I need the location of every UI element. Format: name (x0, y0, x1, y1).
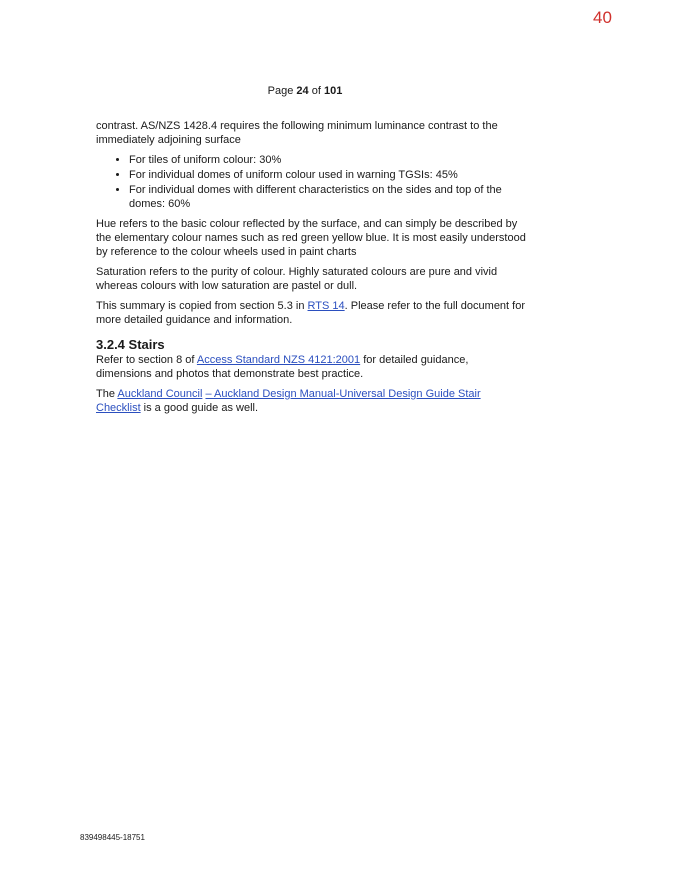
auckland-council-link[interactable]: Auckland Council (117, 388, 203, 400)
corner-page-number: 40 (593, 8, 612, 27)
saturation-paragraph: Saturation refers to the purity of colour. Highly saturated colours are pure and vivid whereas colours with low saturation are pastel or dull. (96, 266, 498, 292)
nzs-4121-link[interactable]: Access Standard NZS 4121:2001 (196, 354, 361, 366)
auckland-text-after: is a good guide as well. (140, 402, 259, 414)
hue-paragraph: Hue refers to the basic colour reflected by the surface, and can simply be described by the elementary colour names such as red green yellow blue. It is most easily understood by reference to the colour wheels used in paint charts (96, 218, 526, 258)
stairs-section-heading: 3.2.4 Stairs (96, 337, 165, 352)
list-item: • For individual domes of uniform colour used in warning TGSIs: 45% (129, 168, 526, 182)
auckland-guide-paragraph (96, 387, 526, 415)
page-of-label: of (311, 85, 321, 97)
list-item: • For tiles of uniform colour: 30% (129, 153, 526, 167)
summary-paragraph (96, 299, 526, 327)
total-pages-number: 101 (323, 85, 343, 97)
document-body (96, 119, 526, 421)
contrast-intro-paragraph: contrast. AS/NZS 1428.4 requires the following minimum luminance contrast to the immediately adjoining surface (96, 120, 498, 146)
rts14-link[interactable]: RTS 14 (307, 300, 345, 312)
stairs-reference-paragraph (96, 353, 526, 381)
auckland-text-before: The (96, 388, 118, 400)
page-label: Page (267, 85, 294, 97)
list-item: • For individual domes with different characteristics on the sides and top of the domes: 60% (129, 183, 526, 211)
current-page-number: 24 (296, 85, 309, 97)
contrast-requirements-list (96, 153, 526, 211)
document-id-footer: 839498445-18751 (80, 833, 145, 842)
stairs-text-before: Refer to section 8 of (96, 354, 197, 366)
stair-checklist-link[interactable]: – Auckland Design Manual-Universal Design Guide Stair Checklist (96, 388, 481, 414)
summary-text-after: . Please refer to the full document for more detailed guidance and information. (96, 300, 525, 326)
page-header (0, 85, 610, 97)
stairs-text-after: for detailed guidance, dimensions and photos that demonstrate best practice. (96, 354, 469, 380)
summary-text-before: This summary is copied from section 5.3 in (96, 300, 308, 312)
